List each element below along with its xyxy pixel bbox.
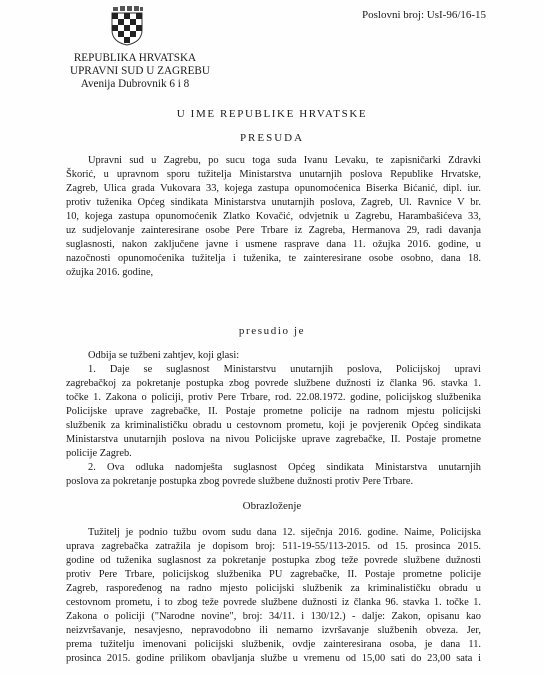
text-line: suglasnosti, nakon zaključene javne i usmene rasprave dana 11. ožujka 2016. godine, u	[66, 239, 481, 250]
text-line: cestovnom prometu, i to zbog teže povrede službene dužnosti iz članka 96. stavka 1. točke 1.	[66, 597, 481, 608]
court-header-line: UPRAVNI SUD U ZAGREBU	[70, 65, 210, 77]
text-line: 2. Ova odluka nadomješta suglasnost Općeg sindikata Ministarstva unutarnjih	[88, 462, 481, 473]
text-line: poslova za pokretanje postupka zbog povrede službene dužnosti protiv Pere Trbare.	[66, 476, 414, 487]
heading-verdict: PRESUDA	[239, 132, 305, 144]
text-line: Policijske uprave zagrebačke, II. Postaje prometne policije na radnom mjestu policijski	[66, 406, 481, 417]
text-line: 10, kojega zastupa opunomoćenik Zlatko Kovačić, odvjetnik u Zagrebu, Harambašićeva 33,	[66, 211, 481, 222]
text-line: Zagreb, raspoređenog na radno mjesto policijski službenik za kriminalističku obradu u	[66, 583, 481, 594]
text-line: prosinca 2015. godine prilikom obavljanja službe u vremenu od 15,00 sati do 23,00 sata i	[66, 653, 481, 664]
text-line: nazočnosti opunomoćenika tužitelja i tuženika, te zainteresirane osobe osobno, dana 18.	[66, 253, 481, 264]
text-line: godine od tuženika suglasnost za pokretanje postupka zbog teže povrede službene dužnosti	[66, 555, 481, 566]
coat-of-arms-icon	[110, 6, 144, 46]
text-line: uz sudjelovanje zainteresirane osobe Pere Trbare iz Zagreba, Hermanova 29, radi davanja	[66, 225, 481, 236]
heading-ruled: presudio je	[238, 325, 306, 337]
text-line: policije Zagreb.	[66, 448, 132, 459]
text-line: Ministarstva unutarnjih poslova na nivou Policijske uprave zagrebačke, II. Postaje prometne	[66, 434, 481, 445]
heading-reasoning: Obrazloženje	[242, 500, 302, 512]
text-line: Zagreb, Ulica grada Vukovara 33, kojega zastupa opunomoćenica Biserka Bićanić, dipl. iur.	[66, 183, 481, 194]
case-number: Poslovni broj: UsI-96/16-15	[362, 9, 487, 21]
text-line: protiv tuženika Općeg sindikata Ministarstva unutarnjih poslova, Zagreb, Ul. Ravnice V br.	[66, 197, 481, 208]
text-line: zagrebačkoj za pokretanje postupka zbog povrede službene dužnosti iz članka 96. stavka 1.	[66, 378, 481, 389]
text-line: Upravni sud u Zagrebu, po sucu toga suda Ivanu Levaku, te zapisničarki Zdravki	[88, 155, 481, 166]
text-line: protiv Pere Trbare, policijskog službenika PU zagrebačke, II. Postaje prometne policije	[66, 569, 481, 580]
heading-in-name-of-republic: U IME REPUBLIKE HRVATSKE	[176, 108, 368, 120]
text-line: ožujka 2016. godine,	[66, 267, 154, 278]
text-line: prema tužitelju imenovani policijski službenik, ovdje zainteresirana osoba, je dana 11.	[66, 639, 481, 650]
court-header-line: Avenija Dubrovnik 6 i 8	[80, 78, 190, 90]
text-line: 1. Daje se suglasnost Ministarstvu unutarnjih poslova, Policijskoj upravi	[88, 364, 481, 375]
text-line: uprava zagrebačka zatražila je dopisom broj: 511-19-55/113-2015. od 15. prosinca 2015.	[66, 541, 481, 552]
text-line: Tužitelj je podnio tužbu ovom sudu dana 12. siječnja 2016. godine. Naime, Policijska	[88, 527, 481, 538]
text-line: Odbija se tužbeni zahtjev, koji glasi:	[88, 350, 240, 361]
text-line: točke 1. Zakona o policiji, protiv Pere Trbare, rod. 22.08.1972. godine, policijskog službenika	[66, 392, 481, 403]
text-line: neizvršavanje, nesavjesno, nepravodobno ili nemarno izvršavanje službenih obveza. Jer,	[66, 625, 481, 636]
text-line: Zakona o policiji ("Narodne novine", broj: 34/11. i 130/12.) - dalje: Zakon, opisanu kao	[66, 611, 481, 622]
text-line: službenik za kriminalističku obradu u cestovnom prometu, koji je povjerenik Općeg sindikata	[66, 420, 481, 431]
text-line: Škorić, u upravnom sporu tužitelja Ministarstva unutarnjih poslova Republike Hrvatske,	[66, 169, 481, 180]
court-header-line: REPUBLIKA HRVATSKA	[73, 52, 197, 64]
